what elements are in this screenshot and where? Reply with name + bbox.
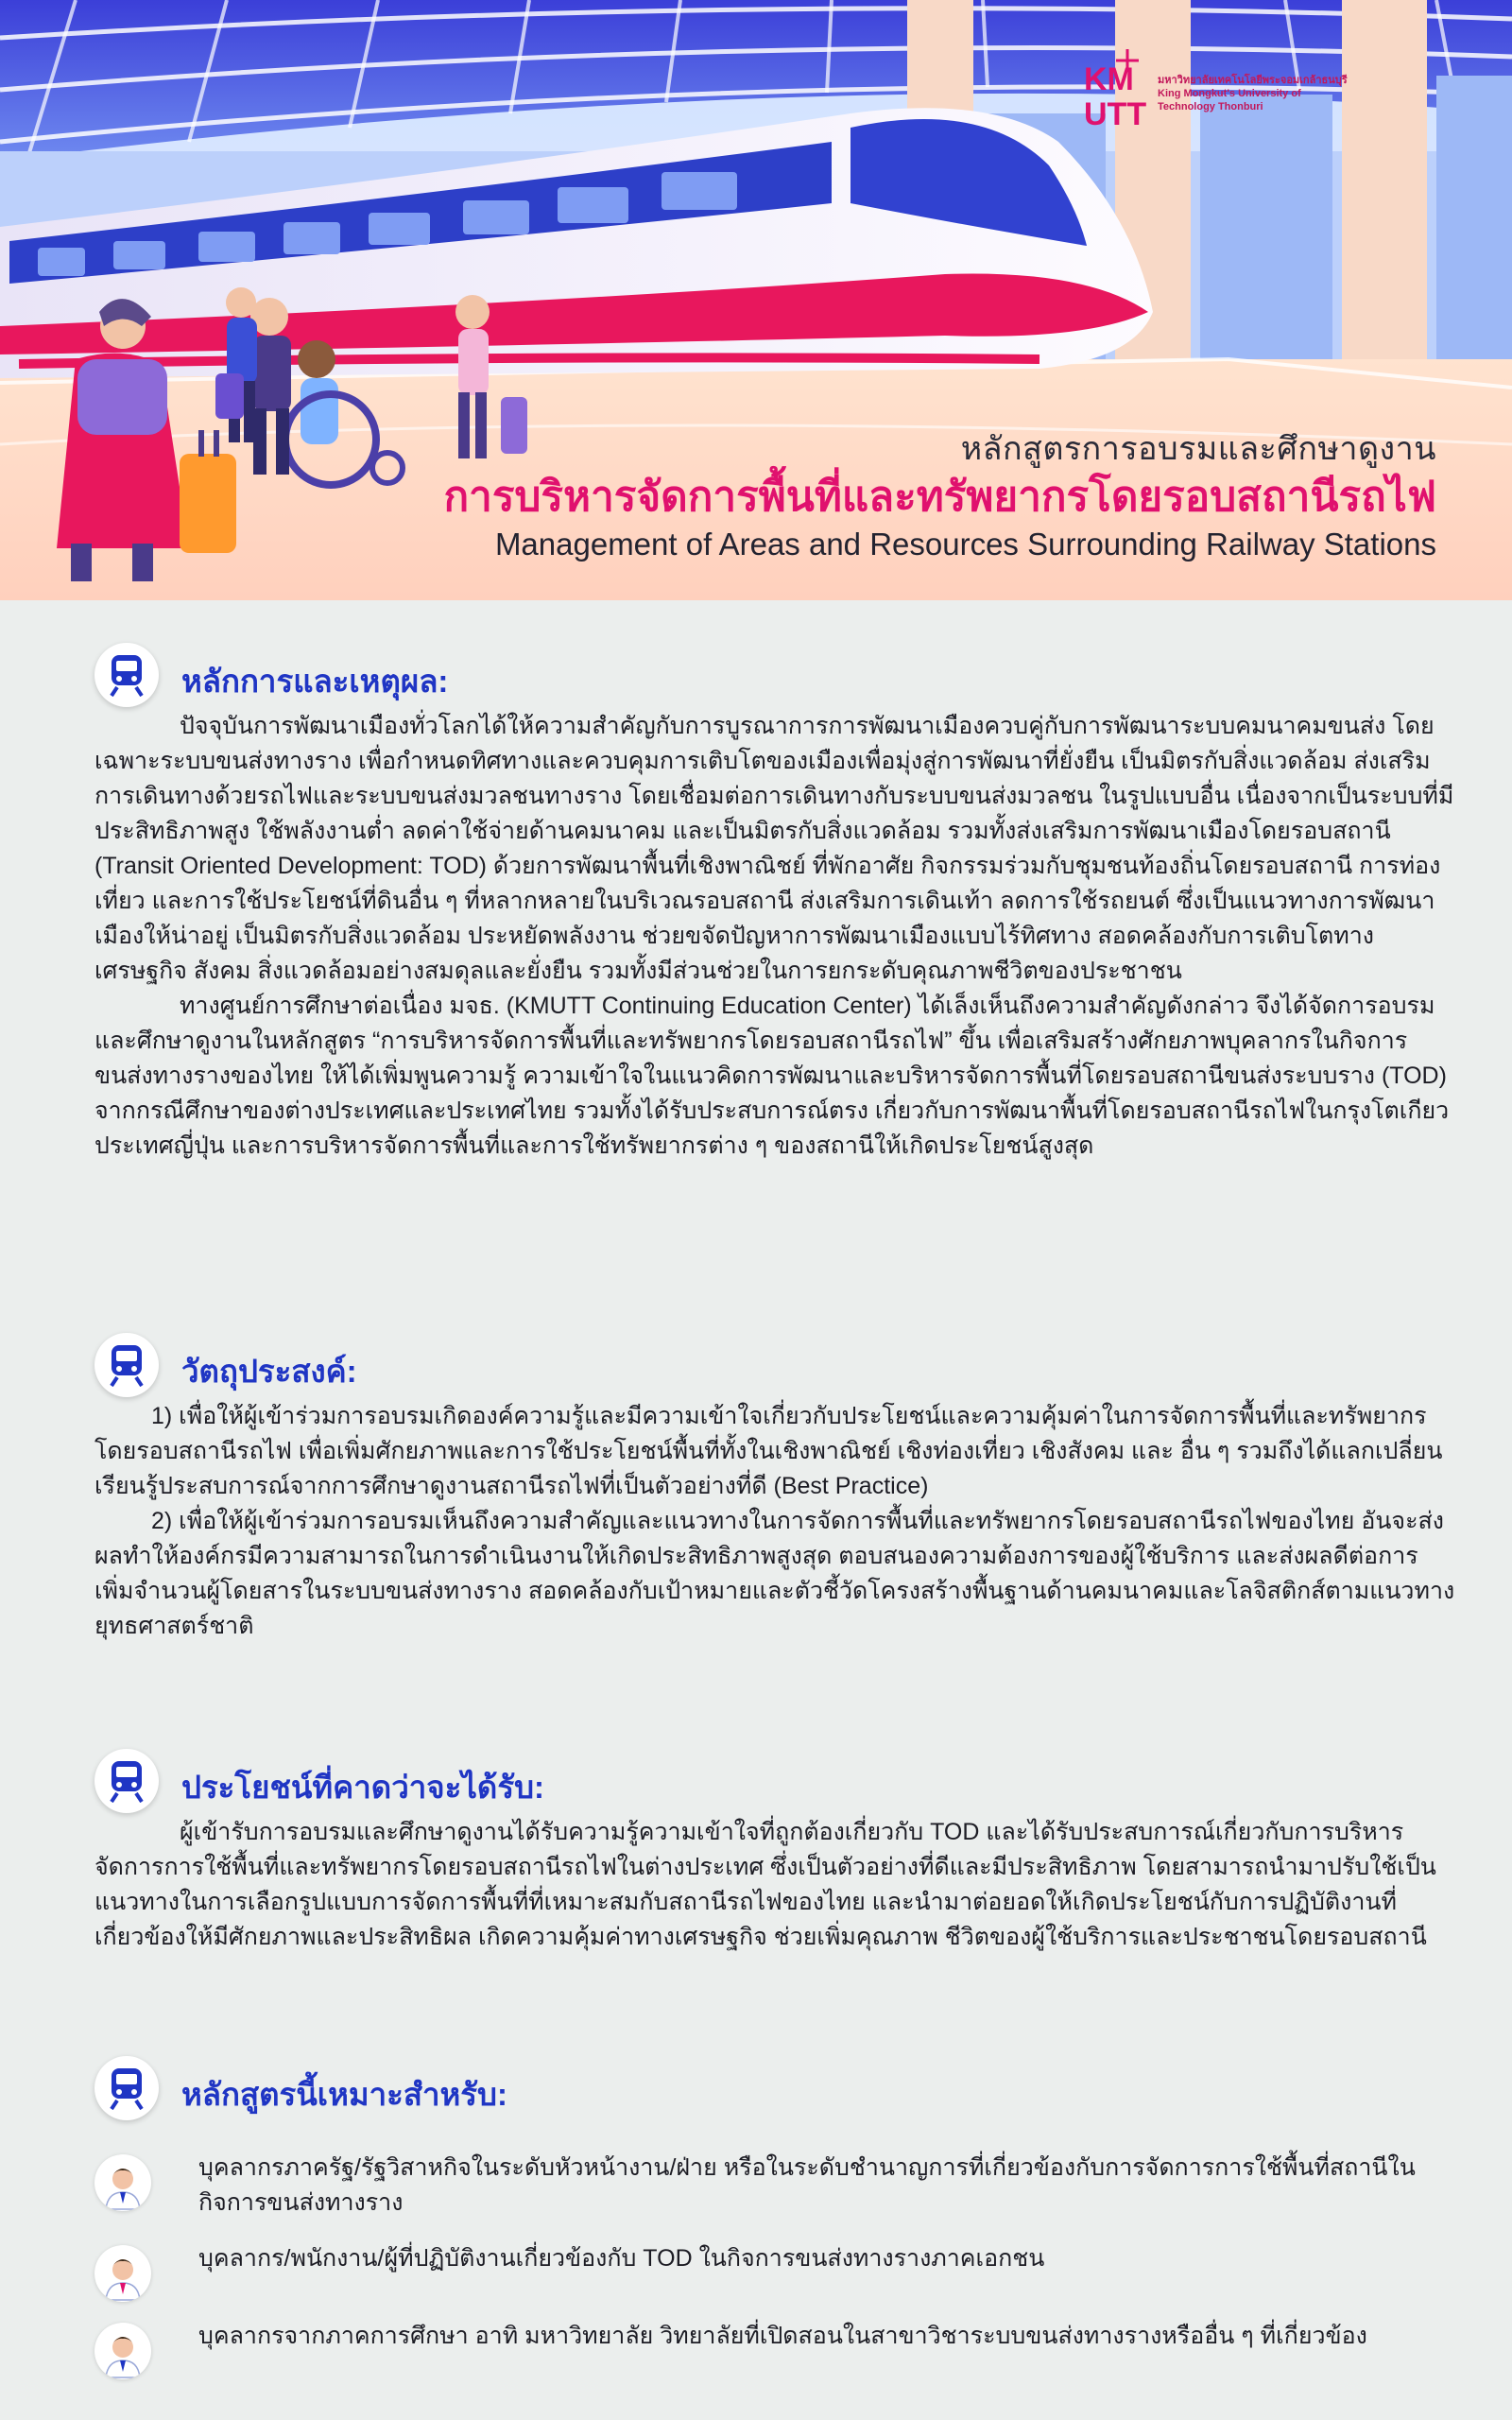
audience-item-text: บุคลากร/พนักงาน/ผู้ที่ปฏิบัติงานเกี่ยวข้องกับ TOD ในกิจการขนส่งทางรางภาคเอกชน <box>198 2245 1045 2272</box>
person-icon <box>94 2154 151 2211</box>
rationale-paragraph-1: ปัจจุบันการพัฒนาเมืองทั่วโลกได้ให้ความสำคัญกับการบูรณาการการพัฒนาเมืองควบคู่กับการพัฒนาระบบคมนาคมขนส่ง โดยเฉพาะระบบขนส่งทางราง เพื่อกำหนดทิศทางและควบคุมการเติบโตของเมืองเพื่อมุ่งสู่การพัฒนาที่ยั่งยืน เป็นมิตรกับสิ่งแวดล้อม ส่งเสริมการเดินทางด้วยรถไฟและระบบขนส่งมวลชนทางราง โดยเชื่อมต่อการเดินทางกับระบบขนส่งมวลชน ในรูปแบบอื่น เนื่องจากเป็นระบบที่มีประสิทธิภาพสูง ใช้พลังงานต่ำ ลดค่าใช้จ่ายด้านคมนาคม และเป็นมิตรกับสิ่งแวดล้อม รวมทั้งส่งเสริมการพัฒนาเมืองโดยรอบสถานี (Transit Oriented Development: TOD) ด้วยการพัฒนาพื้นที่เชิงพาณิชย์ ที่พักอาศัย กิจกรรมร่วมกับชุมชนท้องถิ่นโดยรอบสถานี การท่องเที่ยว และการใช้ประโยชน์ที่ดินอื่น ๆ ที่หลากหลายในบริเวณรอบสถานี ส่งเสริมการเดินเท้า ลดการใช้รถยนต์ ซึ่งเป็นแนวทางการพัฒนาเมืองให้น่าอยู่ เป็นมิตรกับสิ่งแวดล้อม ประหยัดพลังงาน ช่วยขจัดปัญหาการพัฒนาเมืองแบบไร้ทิศทาง สอดคล้องกับการเติบโตทางเศรษฐกิจ สังคม สิ่งแวดล้อมอย่างสมดุลและยั่งยืน รวมทั้งมีส่วนช่วยในการยกระดับคุณภาพชีวิตของประชาชน <box>94 713 1454 984</box>
section-title: วัตถุประสงค์: <box>181 1354 357 1389</box>
section-body <box>94 1815 1455 1955</box>
course-title-en: Management of Areas and Resources Surrounding Railway Stations <box>494 527 1436 562</box>
section-rationale <box>94 643 1455 1164</box>
kmutt-logo-mark <box>1082 47 1148 142</box>
benefits-paragraph: ผู้เข้ารับการอบรมและศึกษาดูงานได้รับความรู้ความเข้าใจที่ถูกต้องเกี่ยวกับ TOD และได้รับประสบการณ์เกี่ยวกับการบริหารจัดการการใช้พื้นที่และทรัพยากรโดยรอบสถานีรถไฟในต่างประเทศ ซึ่งเป็นตัวอย่างที่ดีและมีประสิทธิภาพ โดยสามารถนำมาปรับใช้เป็นแนวทางในการเลือกรูปแบบการจัดการพื้นที่ที่เหมาะสมกับสถานีรถไฟของไทย และนำมาต่อยอดให้เกิดประโยชน์กับการปฏิบัติงานที่เกี่ยวข้องให้มีศักยภาพและประสิทธิผล เกิดความคุ้มค่าทางเศรษฐกิจ ช่วยเพิ่มคุณภาพ ชีวิตของผู้ใช้บริการและประชาชนโดยรอบสถานี <box>94 1819 1436 1950</box>
objective-item-2: 2) เพื่อให้ผู้เข้าร่วมการอบรมเห็นถึงความสำคัญและแนวทางในการจัดการพื้นที่และทรัพยากรโดยรอบสถานีรถไฟของไทย อันจะส่งผลทำให้องค์กรมีความสามารถในการดำเนินงานให้เกิดประสิทธิภาพสูงสุด ตอบสนองความต้องการของผู้ใช้บริการ และส่งผลดีต่อการเพิ่มจำนวนผู้โดยสารในระบบขนส่งทางราง สอดคล้องกับเป้าหมายและตัวชี้วัดโครงสร้างพื้นฐานด้านคมนาคมและโลจิสติกส์ตามแนวทางยุทธศาสตร์ชาติ <box>94 1508 1455 1639</box>
logo-line-3: Technology Thonburi <box>1158 101 1263 112</box>
hero-banner <box>0 0 1512 600</box>
train-icon <box>94 1749 159 1813</box>
svg-text:UTT: UTT <box>1084 96 1147 132</box>
section-title: หลักสูตรนี้เหมาะสำหรับ: <box>181 2077 507 2112</box>
logo-line-1: มหาวิทยาลัยเทคโนโลยีพระจอมเกล้าธนบุรี <box>1158 75 1348 86</box>
audience-item-text: บุคลากรจากภาคการศึกษา อาทิ มหาวิทยาลัย วิทยาลัยที่เปิดสอนในสาขาวิชาระบบขนส่งทางรางหรืออื่น ๆ ที่เกี่ยวข้อง <box>198 2323 1367 2349</box>
section-objectives <box>94 1333 1455 1644</box>
train-icon <box>94 2056 159 2120</box>
person-icon <box>94 2323 151 2379</box>
train-icon <box>94 1333 159 1397</box>
course-subtitle: หลักสูตรการอบรมและศึกษาดูงาน <box>960 431 1436 467</box>
course-title: การบริหารจัดการพื้นที่และทรัพยากรโดยรอบสถานีรถไฟ <box>443 474 1436 520</box>
audience-item-text: บุคลากรภาครัฐ/รัฐวิสาหกิจในระดับหัวหน้างาน/ฝ่าย หรือในระดับชำนาญการที่เกี่ยวข้องกับการจัดการการใช้พื้นที่สถานีในกิจการขนส่งทางราง <box>198 2154 1416 2216</box>
section-header <box>94 1749 1455 1815</box>
section-header <box>94 1333 1455 1399</box>
audience-item <box>94 2241 1455 2298</box>
logo-line-2: King Mongkut's University of <box>1158 88 1301 99</box>
person-icon <box>94 2245 151 2302</box>
hero-titles <box>397 427 1436 565</box>
section-header <box>94 2056 1455 2122</box>
section-header <box>94 643 1455 709</box>
section-title: ประโยชน์ที่คาดว่าจะได้รับ: <box>181 1770 545 1805</box>
audience-item <box>94 2319 1455 2376</box>
rationale-paragraph-2: ทางศูนย์การศึกษาต่อเนื่อง มจธ. (KMUTT Continuing Education Center) ได้เล็งเห็นถึงความสำคัญดังกล่าว จึงได้จัดการอบรมและศึกษาดูงานในหลักสูตร “การบริหารจัดการพื้นที่และทรัพยากรโดยรอบสถานีรถไฟ” ขึ้น เพื่อเสริมสร้างศักยภาพบุคลากรในกิจการขนส่งทางรางของไทย ให้ได้เพิ่มพูนความรู้ ความเข้าใจในแนวคิดการพัฒนาและบริหารจัดการพื้นที่โดยรอบสถานีขนส่งระบบราง (TOD) จากกรณีศึกษาของต่างประเทศและประเทศไทย รวมทั้งได้รับประสบการณ์ตรง เกี่ยวกับการพัฒนาพื้นที่โดยรอบสถานีรถไฟในกรุงโตเกียว ประเทศญี่ปุ่น และการบริหารจัดการพื้นที่และการใช้ทรัพยากรต่าง ๆ ของสถานีให้เกิดประโยชน์สูงสุด <box>94 993 1450 1159</box>
section-audience <box>94 2056 1455 2396</box>
kmutt-logo-text <box>1158 74 1469 113</box>
kmutt-logo <box>1082 47 1460 151</box>
section-benefits <box>94 1749 1455 1955</box>
section-body <box>94 709 1455 1164</box>
objective-item-1: 1) เพื่อให้ผู้เข้าร่วมการอบรมเกิดองค์ความรู้และมีความเข้าใจเกี่ยวกับประโยชน์และความคุ้มค่าในการจัดการพื้นที่และทรัพยากรโดยรอบสถานีรถไฟ เพื่อเพิ่มศักยภาพและการใช้ประโยชน์พื้นที่ทั้งในเชิงพาณิชย์ เชิงท่องเที่ยว เชิงสังคม และ อื่น ๆ รวมถึงได้แลกเปลี่ยนเรียนรู้ประสบการณ์จากการศึกษาดูงานสถานีรถไฟที่เป็นตัวอย่างที่ดี (Best Practice) <box>94 1403 1443 1499</box>
audience-item <box>94 2151 1455 2221</box>
section-body <box>94 1399 1455 1644</box>
section-title: หลักการและเหตุผล: <box>181 664 449 699</box>
train-icon <box>94 643 159 707</box>
svg-text:KM: KM <box>1084 61 1134 97</box>
audience-list <box>94 2151 1455 2376</box>
